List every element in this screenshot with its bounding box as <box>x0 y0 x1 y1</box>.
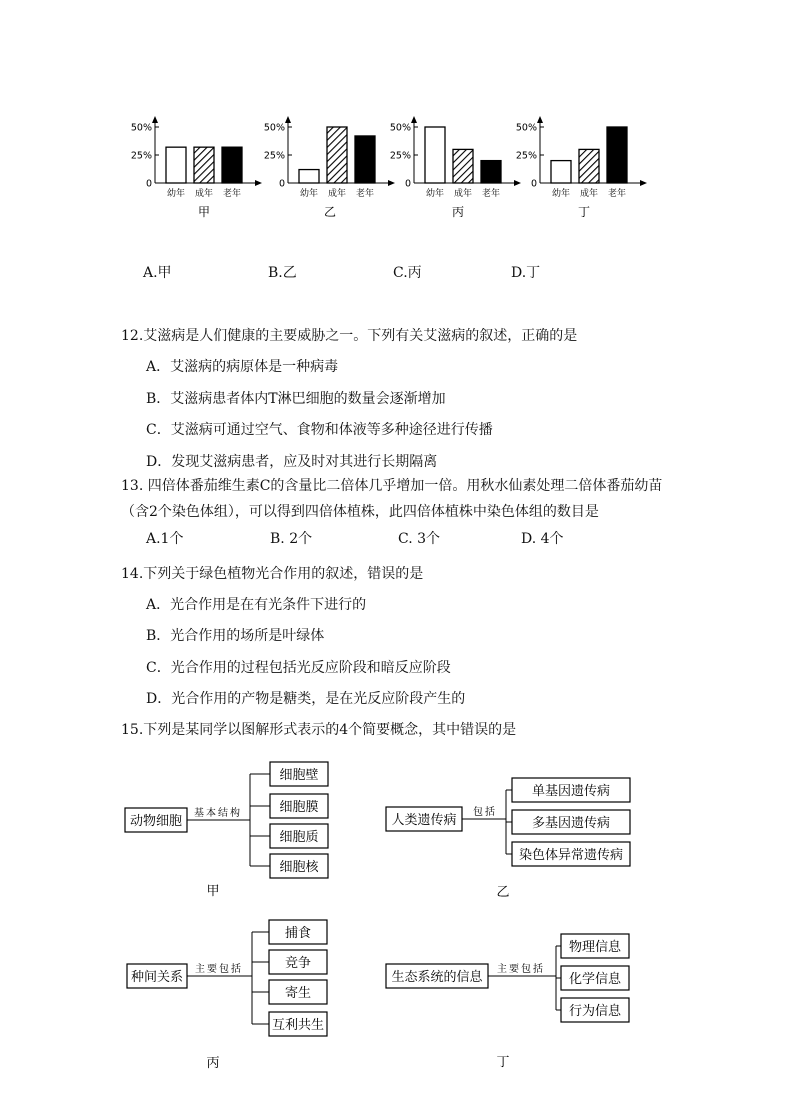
q13-stem-line1: 13. 四倍体番茄维生素C的含量比二倍体几乎增加一倍。用秋水仙素处理二倍体番茄幼苗 <box>121 478 663 494</box>
x-tick-label: 老年 <box>481 189 501 199</box>
child-label: 细胞膜 <box>279 800 319 815</box>
child-label: 染色体异常遗传病 <box>518 848 624 863</box>
x-tick-label: 老年 <box>607 189 627 199</box>
x-tick-label: 成年 <box>194 189 214 199</box>
diagram-label: 甲 <box>206 884 220 899</box>
y-tick-label: 0 <box>278 178 285 190</box>
bar-成年 <box>453 149 473 183</box>
child-label: 单基因遗传病 <box>531 784 611 799</box>
child-label: 化学信息 <box>568 972 622 987</box>
y-axis-arrow <box>537 116 543 123</box>
root-label: 生态系统的信息 <box>391 970 483 985</box>
relation-label: 包括 <box>473 807 497 818</box>
root-label: 人类遗传病 <box>391 813 457 828</box>
y-tick-label: 0 <box>404 178 411 190</box>
y-tick-label: 0 <box>145 178 152 190</box>
x-tick-label: 成年 <box>327 189 347 199</box>
relation-label: 主要包括 <box>195 964 243 975</box>
bar-成年 <box>579 149 599 183</box>
child-label: 行为信息 <box>568 1004 622 1019</box>
bar-幼年 <box>425 127 445 183</box>
chart-label: 乙 <box>323 205 337 219</box>
x-axis-arrow <box>640 180 647 186</box>
child-label: 竞争 <box>284 956 312 971</box>
x-tick-label: 幼年 <box>425 189 445 199</box>
x-tick-label: 成年 <box>453 189 473 199</box>
q15-stem: 15.下列是某同学以图解形式表示的4个简要概念，其中错误的是 <box>121 722 517 738</box>
bar-chart-4 <box>516 116 647 219</box>
x-axis-arrow <box>514 180 521 186</box>
bar-老年 <box>607 127 627 183</box>
x-tick-label: 幼年 <box>166 189 186 199</box>
q12-option-c: C．艾滋病可通过空气、食物和体液等多种途径进行传播 <box>146 422 493 438</box>
q12-stem: 12.艾滋病是人们健康的主要威胁之一。下列有关艾滋病的叙述，正确的是 <box>121 328 578 344</box>
chart-label: 丙 <box>451 205 465 219</box>
y-tick-label: 25% <box>515 150 537 162</box>
x-axis-arrow <box>388 180 395 186</box>
chart-label: 甲 <box>197 205 211 219</box>
concept-diagrams <box>0 740 790 1119</box>
child-label: 寄生 <box>284 986 312 1001</box>
q12-option-d: D．发现艾滋病患者，应及时对其进行长期隔离 <box>146 454 438 470</box>
concept-diagram-4 <box>386 934 629 1070</box>
child-label: 捕食 <box>284 926 312 941</box>
bar-chart-2 <box>264 116 395 219</box>
root-label: 动物细胞 <box>129 814 183 829</box>
y-tick-label: 25% <box>130 150 152 162</box>
x-tick-label: 幼年 <box>551 189 571 199</box>
bar-chart-1 <box>131 116 262 219</box>
y-tick-label: 50% <box>389 122 411 134</box>
bar-chart-3 <box>390 116 521 219</box>
bar-幼年 <box>299 170 319 183</box>
child-label: 多基因遗传病 <box>531 816 611 831</box>
diagram-label: 丙 <box>206 1056 220 1071</box>
x-axis-arrow <box>255 180 262 186</box>
q13-option-a: A.1个 <box>146 531 184 547</box>
q14-option-a: A．光合作用是在有光条件下进行的 <box>146 597 367 613</box>
bar-老年 <box>355 136 375 183</box>
bar-幼年 <box>166 147 186 183</box>
y-axis-arrow <box>411 116 417 123</box>
y-tick-label: 0 <box>530 178 537 190</box>
q14-stem: 14.下列关于绿色植物光合作用的叙述，错误的是 <box>121 566 424 582</box>
child-label: 物理信息 <box>568 940 622 955</box>
q12-option-a: A．艾滋病的病原体是一种病毒 <box>146 359 339 375</box>
child-label: 细胞壁 <box>279 768 319 783</box>
x-tick-label: 老年 <box>355 189 375 199</box>
y-tick-label: 50% <box>263 122 285 134</box>
x-tick-label: 老年 <box>222 189 242 199</box>
diagram-label: 乙 <box>496 885 510 900</box>
q13-stem-line2: （含2个染色体组），可以得到四倍体植株，此四倍体植株中染色体组的数目是 <box>121 504 599 520</box>
diagram-label: 丁 <box>496 1055 510 1070</box>
q13-option-d: D. 4个 <box>521 531 564 547</box>
relation-label: 主要包括 <box>497 964 545 975</box>
concept-diagram-1 <box>125 762 328 899</box>
q14-option-b: B．光合作用的场所是叶绿体 <box>146 628 325 644</box>
y-axis-arrow <box>152 116 158 123</box>
child-label: 互利共生 <box>271 1018 325 1033</box>
q14-option-c: C．光合作用的过程包括光反应阶段和暗反应阶段 <box>146 660 451 676</box>
y-tick-label: 25% <box>389 150 411 162</box>
x-tick-label: 成年 <box>579 189 599 199</box>
age-structure-charts <box>0 0 790 240</box>
q13-option-c: C. 3个 <box>398 531 441 547</box>
x-tick-label: 幼年 <box>299 189 319 199</box>
q14-option-d: D．光合作用的产物是糖类，是在光反应阶段产生的 <box>146 691 466 707</box>
y-tick-label: 50% <box>515 122 537 134</box>
child-label: 细胞质 <box>279 830 319 845</box>
bar-老年 <box>481 161 501 183</box>
y-tick-label: 25% <box>263 150 285 162</box>
q12-option-b: B．艾滋病患者体内T淋巴细胞的数量会逐渐增加 <box>146 391 446 407</box>
child-label: 细胞核 <box>279 860 319 875</box>
concept-diagram-2 <box>386 778 630 900</box>
q13-option-b: B. 2个 <box>270 531 313 547</box>
root-label: 种间关系 <box>130 970 184 985</box>
q11-option-b: B.乙 <box>268 265 297 281</box>
concept-diagram-3 <box>127 920 327 1071</box>
q11-option-d: D.丁 <box>511 265 541 281</box>
q11-option-c: C.丙 <box>393 265 422 281</box>
y-tick-label: 50% <box>130 122 152 134</box>
relation-label: 基本结构 <box>194 808 242 819</box>
bar-成年 <box>194 147 214 183</box>
bar-老年 <box>222 147 242 183</box>
chart-label: 丁 <box>577 205 591 219</box>
bar-幼年 <box>551 161 571 183</box>
bar-成年 <box>327 127 347 183</box>
y-axis-arrow <box>285 116 291 123</box>
q11-option-a: A.甲 <box>143 265 172 281</box>
